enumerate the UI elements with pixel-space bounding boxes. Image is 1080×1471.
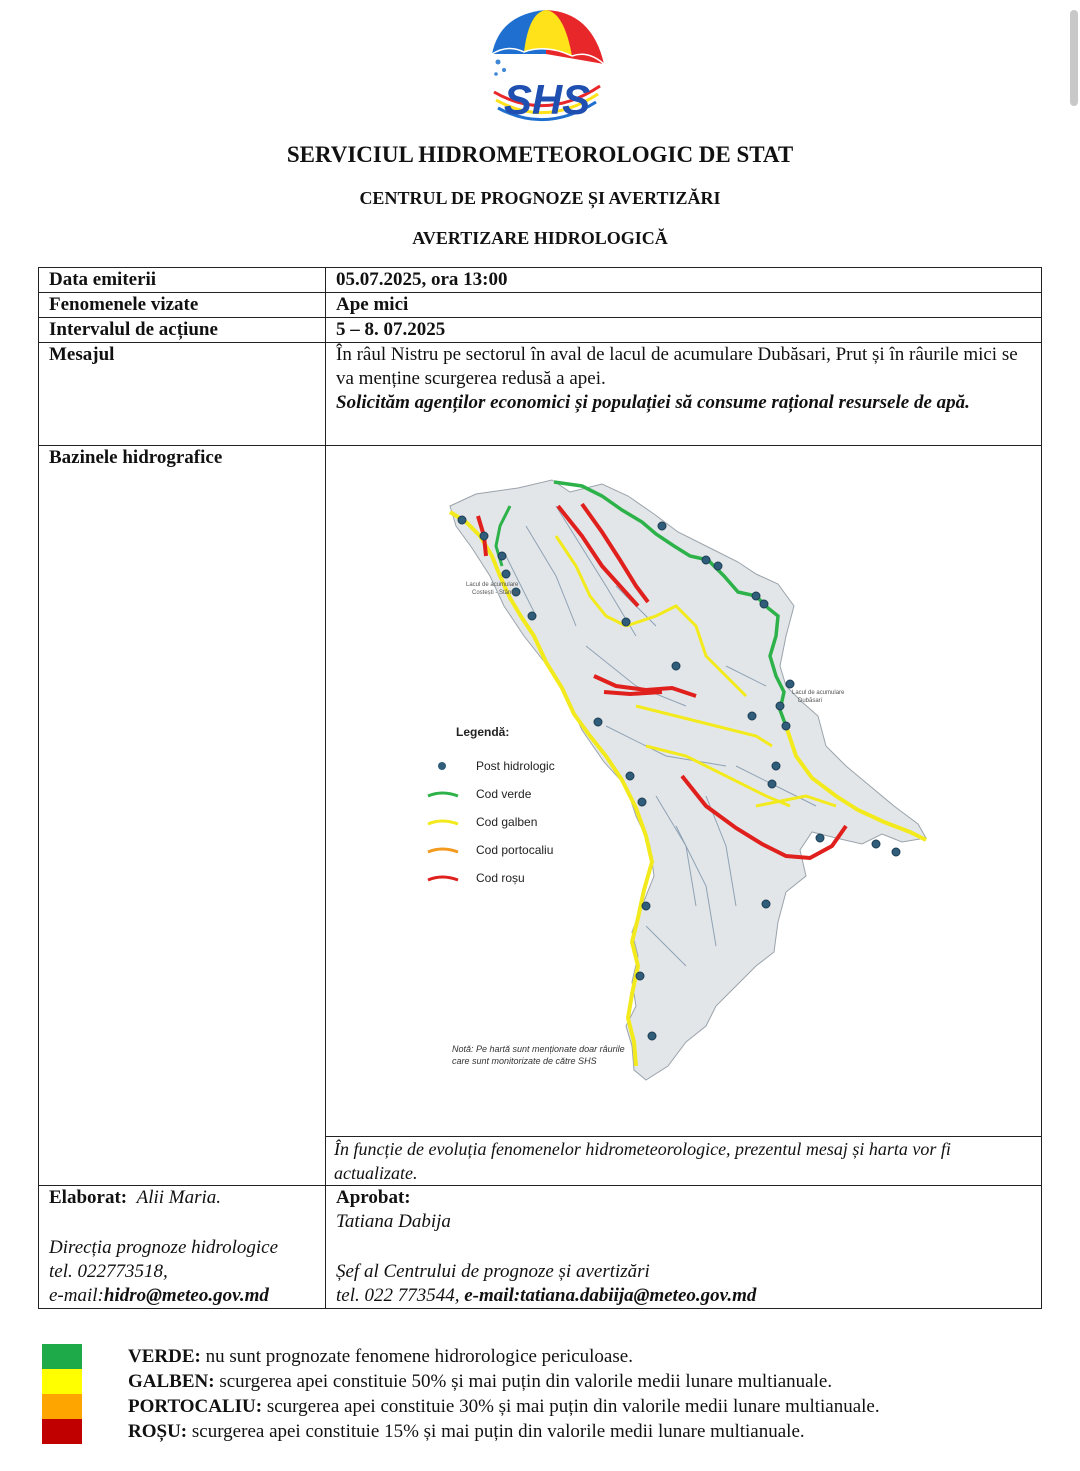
message-emphasis: Solicităm agenților economici și populației să consume rațional resursele de apă. xyxy=(336,392,970,413)
logo-text: SHS xyxy=(503,76,591,123)
code-name: ROȘU: xyxy=(128,1421,188,1442)
code-text: scurgerea apei constituie 30% și mai puțin din valorile medii lunare multianuale. xyxy=(266,1396,880,1417)
legend-title: Legendă: xyxy=(456,725,510,739)
issue-date: 05.07.2025, ora 13:00 xyxy=(326,268,1042,293)
legend-item: Cod roșu xyxy=(476,871,525,885)
code-legend xyxy=(42,1344,1042,1444)
table-row xyxy=(39,293,1042,318)
row-label: Intervalul de acțiune xyxy=(39,318,326,343)
row-label: Bazinele hidrografice xyxy=(39,446,326,1186)
code-swatch-orange xyxy=(42,1394,82,1419)
code-row xyxy=(42,1419,1042,1444)
aprobat-name: Tatiana Dabija xyxy=(336,1211,451,1232)
phenomena: Ape mici xyxy=(326,293,1042,318)
legend-line-icon xyxy=(428,849,458,852)
row-label: Data emiterii xyxy=(39,268,326,293)
lake-label: Dubăsari xyxy=(798,698,823,704)
code-swatch-green xyxy=(42,1344,82,1369)
elaborat-cell xyxy=(39,1186,326,1309)
code-row xyxy=(42,1394,1042,1419)
table-row xyxy=(39,1186,1042,1309)
basin-map xyxy=(406,466,966,1106)
legend-item: Post hidrologic xyxy=(476,759,555,773)
elaborat-name: Alii Maria. xyxy=(136,1187,222,1208)
message-text: În râul Nistru pe sectorul în aval de lacul de acumulare Dubăsari, Prut și în râurile mici se va menține scurgerea redusă a apei. xyxy=(336,344,1018,389)
country-outline xyxy=(450,480,926,1080)
map-note: Notă: Pe hartă sunt menționate doar râurile xyxy=(452,1044,625,1054)
table-row xyxy=(39,446,1042,1137)
table-row xyxy=(39,268,1042,293)
code-name: GALBEN: xyxy=(128,1371,215,1392)
document-title: AVERTIZARE HIDROLOGICĂ xyxy=(412,228,668,248)
map-legend xyxy=(428,725,555,885)
code-swatch-yellow xyxy=(42,1369,82,1394)
legend-line-icon xyxy=(428,877,458,880)
scrollbar-thumb[interactable] xyxy=(1070,10,1078,106)
code-name: PORTOCALIU: xyxy=(128,1396,263,1417)
code-row xyxy=(42,1369,1042,1394)
aprobat-cell xyxy=(326,1186,1042,1309)
code-text: scurgerea apei constituie 50% și mai puțin din valorile medii lunare multianuale. xyxy=(219,1371,833,1392)
row-label: Mesajul xyxy=(39,343,326,446)
row-label: Fenomenele vizate xyxy=(39,293,326,318)
code-swatch-red xyxy=(42,1419,82,1444)
action-interval: 5 – 8. 07.2025 xyxy=(326,318,1042,343)
shs-logo xyxy=(484,4,610,132)
org-title: SERVICIUL HIDROMETEOROLOGIC DE STAT xyxy=(286,142,794,167)
legend-item: Cod verde xyxy=(476,787,532,801)
message-cell xyxy=(326,343,1042,446)
lake-label: Lacul de acumulare xyxy=(792,690,845,696)
code-name: VERDE: xyxy=(128,1346,201,1367)
email-left[interactable]: hidro@meteo.gov.md xyxy=(103,1285,269,1306)
map-cell xyxy=(326,446,1042,1137)
lake-label: Lacul de acumulare xyxy=(466,582,519,588)
phone-right: tel. 022 773544, xyxy=(336,1285,460,1306)
department: Direcția prognoze hidrologice xyxy=(49,1237,279,1258)
code-row xyxy=(42,1344,1042,1369)
phone-left: tel. 022773518, xyxy=(49,1261,168,1282)
code-text: nu sunt prognozate fenomene hidrorologice periculoase. xyxy=(205,1346,633,1367)
legend-dot-icon xyxy=(438,762,446,770)
scrollbar[interactable] xyxy=(1068,0,1080,110)
code-text: scurgerea apei constituie 15% și mai puțin din valorile medii lunare multianuale. xyxy=(191,1421,805,1442)
warning-table xyxy=(38,267,1042,1309)
email-prefix: e-mail: xyxy=(49,1285,104,1306)
table-row xyxy=(39,318,1042,343)
aprobat-label: Aprobat: xyxy=(336,1187,411,1208)
center-title: CENTRUL DE PROGNOZE ȘI AVERTIZĂRI xyxy=(359,188,721,208)
legend-item: Cod portocaliu xyxy=(476,843,554,857)
footnote: În funcție de evoluția fenomenelor hidrometeorologice, prezentul mesaj și harta vor fi actualizate. xyxy=(326,1137,1042,1186)
legend-item: Cod galben xyxy=(476,815,538,829)
map-note: care sunt monitorizate de către SHS xyxy=(452,1056,597,1066)
elaborat-label: Elaborat: xyxy=(49,1187,128,1208)
legend-line-icon xyxy=(428,821,458,824)
legend-line-icon xyxy=(428,793,458,796)
lake-label: Costești - Stânca xyxy=(472,590,518,596)
aprobat-title: Șef al Centrului de prognoze și avertizări xyxy=(336,1261,650,1282)
email-right[interactable]: e-mail:tatiana.dabiija@meteo.gov.md xyxy=(464,1285,757,1306)
table-row xyxy=(39,343,1042,446)
